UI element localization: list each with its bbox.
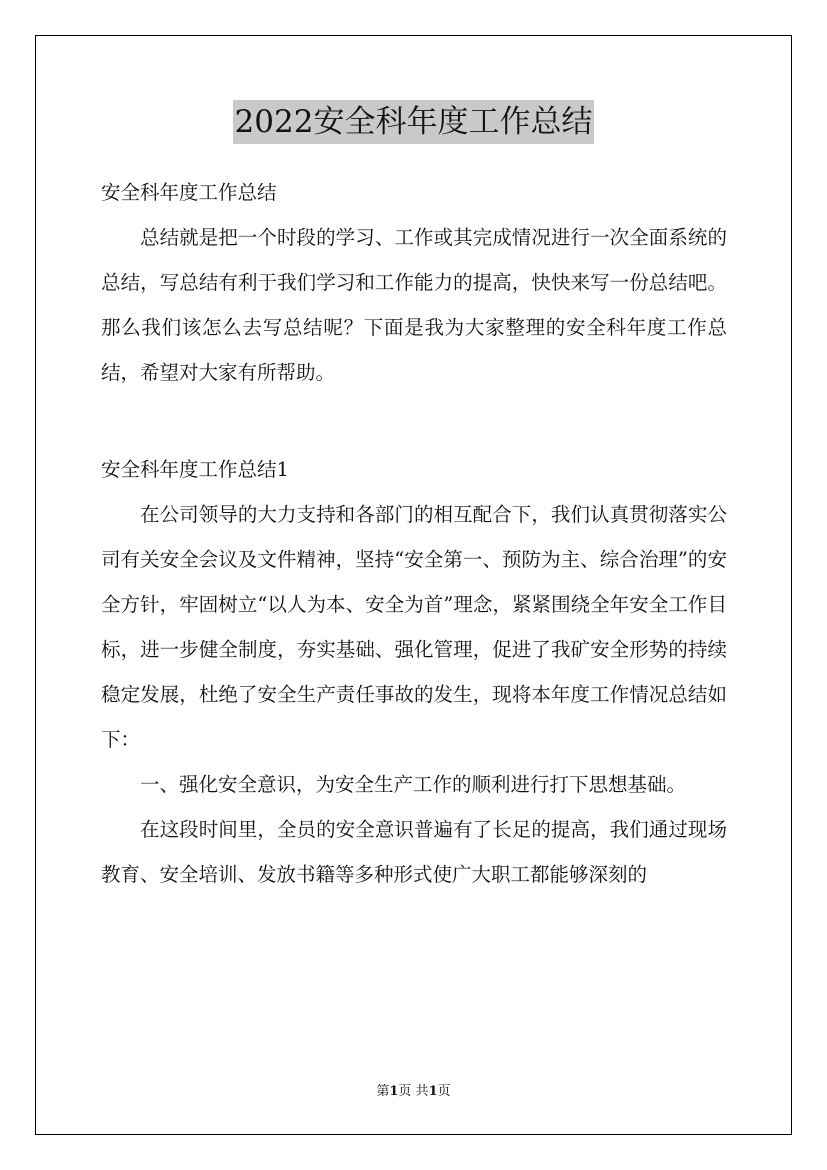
- section-paragraph-1: 在公司领导的大力支持和各部门的相互配合下，我们认真贯彻落实公司有关安全会议及文件精神，坚持“安全第一、预防为主、综合治理”的安全方针，牢固树立“以人为本、安全为首”理念，紧紧围绕全年安全工作目标，进一步健全制度，夯实基础、强化管理，促进了我矿安全形势的持续稳定发展，杜绝了安全生产责任事故的发生，现将本年度工作情况总结如下：: [101, 503, 727, 751]
- page-footer: [0, 1082, 827, 1102]
- footer-page-prefix: 第: [376, 1084, 390, 1099]
- document-title: 2022安全科年度工作总结: [233, 100, 595, 144]
- document-body: [101, 170, 727, 897]
- footer-page-suffix: 页: [437, 1084, 451, 1099]
- point-heading-1: 一、强化安全意识，为安全生产工作的顺利进行打下思想基础。: [140, 773, 687, 796]
- footer-page-mid: 页 共: [398, 1084, 429, 1099]
- title-container: [0, 100, 827, 144]
- footer-page-current: 1: [389, 1084, 399, 1099]
- subtitle: 安全科年度工作总结: [101, 181, 277, 204]
- section-paragraph-2: 在这段时间里，全员的安全意识普遍有了长足的提高，我们通过现场教育、安全培训、发放书籍等多种形式使广大职工都能够深刻的: [101, 818, 727, 886]
- section-spacer: [101, 395, 727, 447]
- footer-page-total: 1: [428, 1084, 438, 1099]
- section-heading: 安全科年度工作总结1: [101, 458, 289, 481]
- intro-paragraph: 总结就是把一个时段的学习、工作或其完成情况进行一次全面系统的总结，写总结有利于我们学习和工作能力的提高，快快来写一份总结吧。那么我们该怎么去写总结呢？下面是我为大家整理的安全科年度工作总结，希望对大家有所帮助。: [101, 226, 727, 384]
